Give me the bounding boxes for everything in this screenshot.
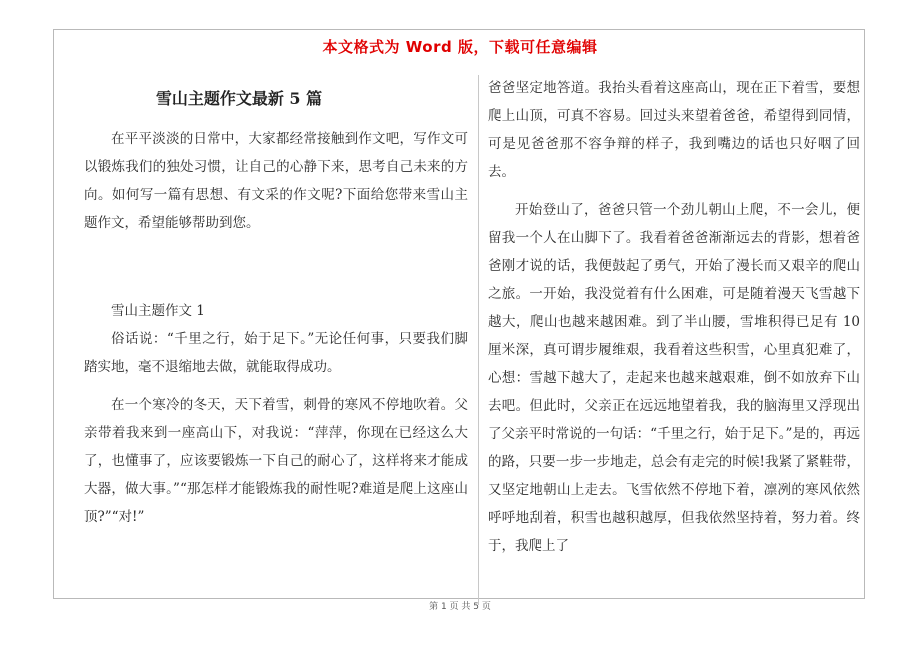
body-paragraph: 在一个寒冷的冬天，天下着雪，刺骨的寒风不停地吹着。父亲带着我来到一座高山下，对我说：“萍萍，你现在已经这么大了，也懂事了，应该要锻炼一下自己的耐心了，这样将来才能成大器，做大事。”“那怎样才能锻炼我的耐性呢?难道是爬上这座山顶?”“对!”: [84, 397, 468, 525]
page-number: 第 1 页 共 5 页: [429, 602, 491, 612]
body-paragraph: 开始登山了，爸爸只管一个劲儿朝山上爬，不一会儿，便留我一个人在山脚下了。我看着爸爸渐渐远去的背影，想着爸爸刚才说的话，我便鼓起了勇气，开始了漫长而又艰辛的爬山之旅。一开始，我没觉着有什么困难，可是随着漫天飞雪越下越大，爬山也越来越困难。到了半山腰，雪堆积得已足有 10 厘米深，真可谓步履维艰，我看着这些积雪，心里真犯难了，心想：雪越下越大了，走起来也越来越艰难，倒不如放弃下山去吧。但此时，父亲正在远远地望着我，我的脑海里又浮现出了父亲平时常说的一句话：“千里之行，始于足下。”是的，再远的路，只要一步一步地走，总会有走完的时候!我紧了紧鞋带，又坚定地朝山上走去。飞雪依然不停地下着，凛冽的寒风依然呼呼地刮着，积雪也越积越厚，但我依然坚持着，努力着。终于，我爬上了: [488, 202, 860, 554]
right-column: [488, 74, 860, 560]
body-paragraph: 爸爸坚定地答道。我抬头看着这座高山，现在正下着雪，要想爬上山顶，可真不容易。回过头来望着爸爸，希望得到同情，可是见爸爸那不容争辩的样子，我到嘴边的话也只好咽了回去。: [488, 80, 860, 180]
section-heading: 雪山主题作文 1: [111, 303, 205, 319]
editable-banner: 本文格式为 Word 版，下载可任意编辑: [322, 38, 598, 56]
column-divider: [478, 75, 479, 605]
intro-paragraph: 在平平淡淡的日常中，大家都经常接触到作文吧，写作文可以锻炼我们的独处习惯，让自己的心静下来，思考自己未来的方向。如何写一篇有思想、有文采的作文呢?下面给您带来雪山主题作文，希望能够帮助到您。: [84, 131, 468, 231]
spacer: [84, 237, 468, 297]
document-title: 雪山主题作文最新 5 篇: [155, 89, 323, 108]
body-paragraph: 俗话说：“千里之行，始于足下。”无论任何事，只要我们脚踏实地，毫不退缩地去做，就能取得成功。: [84, 331, 468, 375]
left-column: [84, 125, 468, 531]
